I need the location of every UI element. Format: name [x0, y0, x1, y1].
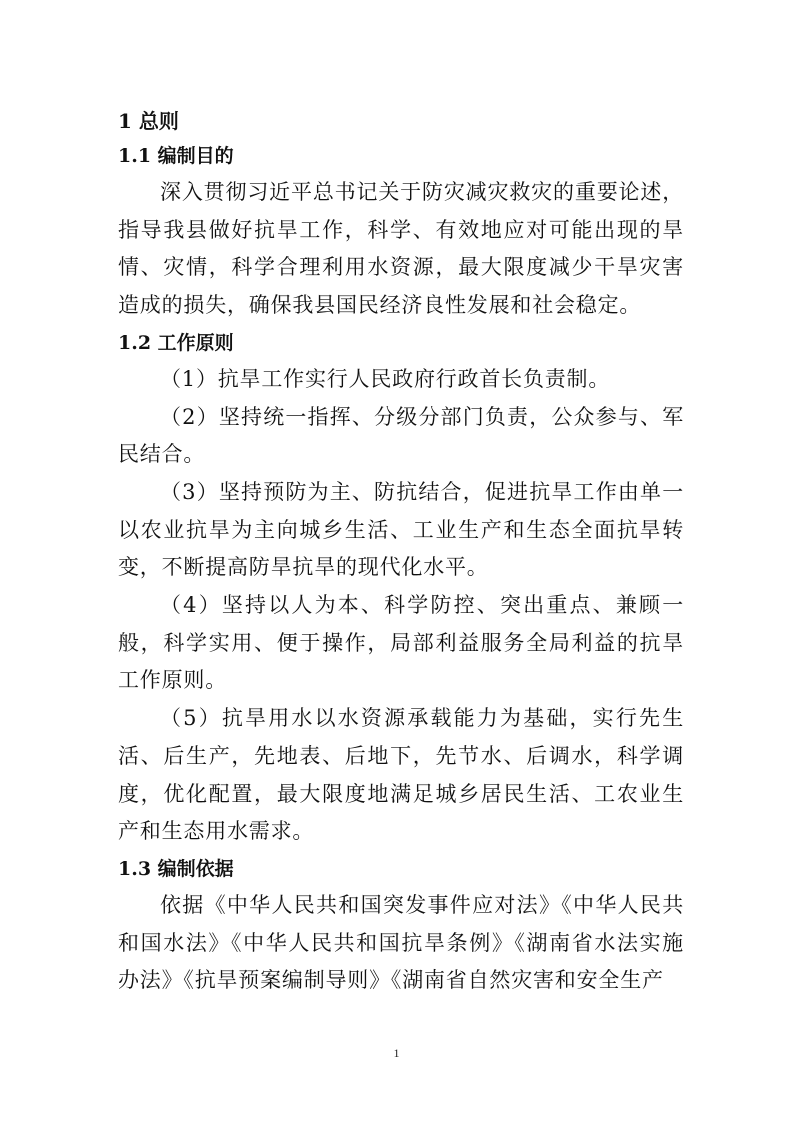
chapter-heading: 1 总则	[118, 109, 179, 133]
paragraph: （2）坚持统一指挥、分级分部门负责，公众参与、军民结合。	[118, 404, 684, 467]
paragraph: 深入贯彻习近平总书记关于防灾减灾救灾的重要论述，指导我县做好抗旱工作，科学、有效地应对可能出现的旱情、灾情，科学合理利用水资源，最大限度减少干旱灾害造成的损失，确保我县国民经济良性发展和社会稳定。	[118, 180, 684, 318]
section-1-3	[118, 851, 684, 1000]
section-title: 1.2 工作原则	[118, 331, 234, 354]
section-title: 1.1 编制目的	[118, 145, 234, 167]
section-1-1	[118, 138, 684, 325]
paragraph: （4）坚持以人为本、科学防控、突出重点、兼顾一般，科学实用、便于操作，局部利益服务全局利益的抗旱工作原则。	[118, 593, 684, 693]
page-number: 1	[393, 1046, 400, 1060]
document-body	[118, 104, 684, 1044]
paragraph: （5）抗旱用水以水资源承载能力为基础，实行先生活、后生产，先地表、后地下，先节水、后调水，科学调度，优化配置，最大限度地满足城乡居民生活、工农业生产和生态用水需求。	[118, 706, 684, 844]
paragraph: （1）抗旱工作实行人民政府行政首长负责制。	[160, 366, 611, 391]
section-1-2	[118, 325, 684, 851]
paragraph: 依据《中华人民共和国突发事件应对法》《中华人民共和国水法》《中华人民共和国抗旱条例》《湖南省水法实施办法》《抗旱预案编制导则》《湖南省自然灾害和安全生产	[118, 892, 684, 993]
section-title: 1.3 编制依据	[118, 857, 234, 880]
paragraph: （3）坚持预防为主、防抗结合，促进抗旱工作由单一以农业抗旱为主向城乡生活、工业生产和生态全面抗旱转变，不断提高防旱抗旱的现代化水平。	[118, 479, 684, 580]
